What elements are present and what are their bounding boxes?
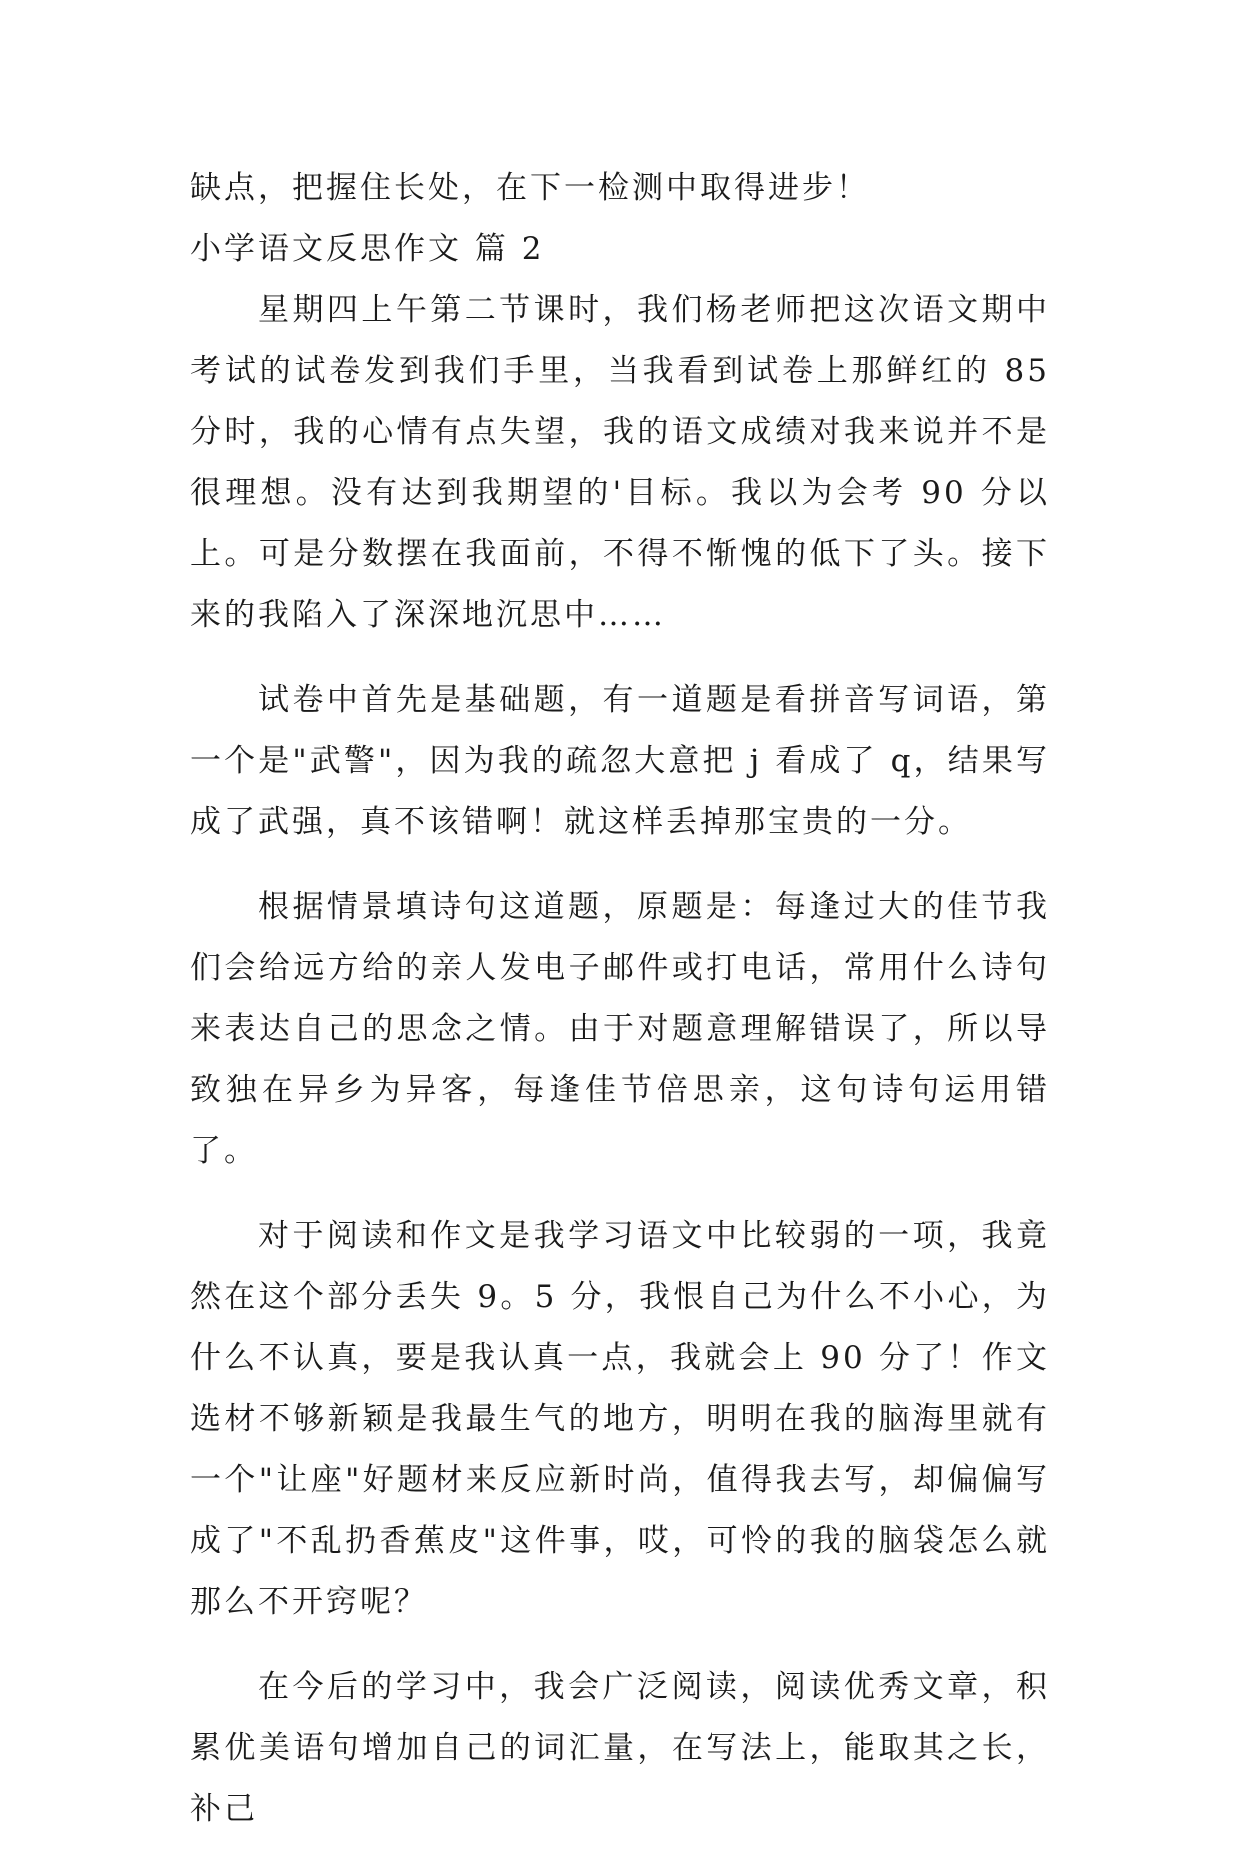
paragraph-2: 试卷中首先是基础题，有一道题是看拼音写词语，第一个是"武警"，因为我的疏忽大意把 j 看成了 q，结果写成了武强，真不该错啊！就这样丢掉那宝贵的一分。	[190, 682, 1050, 840]
carryover-line: 缺点，把握住长处，在下一检测中取得进步！	[190, 170, 870, 206]
paragraph-5: 在今后的学习中，我会广泛阅读，阅读优秀文章，积累优美语句增加自己的词汇量，在写法上，能取其之长，补己	[190, 1669, 1050, 1827]
section-title: 小学语文反思作文 篇 2	[190, 231, 545, 267]
paragraph-3: 根据情景填诗句这道题，原题是：每逢过大的佳节我们会给远方给的亲人发电子邮件或打电话，常用什么诗句来表达自己的思念之情。由于对题意理解错误了，所以导致独在异乡为异客，每逢佳节倍思亲，这句诗句运用错了。	[190, 889, 1050, 1169]
paragraph-1: 星期四上午第二节课时，我们杨老师把这次语文期中考试的试卷发到我们手里，当我看到试卷上那鲜红的 85 分时，我的心情有点失望，我的语文成绩对我来说并不是很理想。没有达到我期望的'目标。我以为会考 90 分以上。可是分数摆在我面前，不得不惭愧的低下了头。接下来的我陷入了深深地沉思中……	[190, 292, 1050, 633]
document-page	[190, 158, 1050, 1864]
paragraph-4: 对于阅读和作文是我学习语文中比较弱的一项，我竟然在这个部分丢失 9。5 分，我恨自己为什么不小心，为什么不认真，要是我认真一点，我就会上 90 分了！作文选材不够新颖是我最生气的地方，明明在我的脑海里就有一个"让座"好题材来反应新时尚，值得我去写，却偏偏写成了"不乱扔香蕉皮"这件事，哎，可怜的我的脑袋怎么就那么不开窍呢？	[190, 1218, 1050, 1620]
